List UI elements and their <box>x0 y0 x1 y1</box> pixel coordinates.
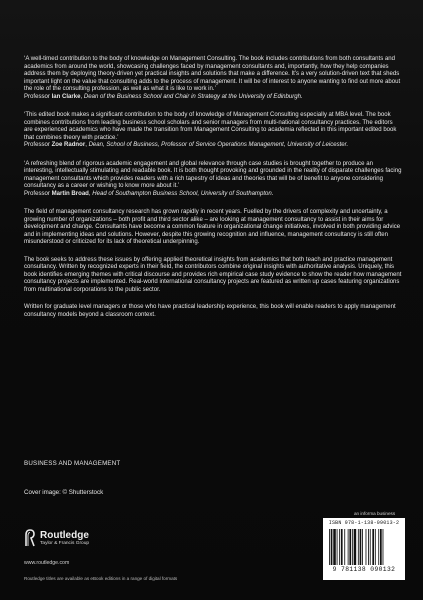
reviewer-name: Ian Clarke <box>51 93 81 100</box>
review-quote: ‘A well-timed contribution to the body of knowledge on Management Consulting. The book includes contributions from both consultants and academics from around the world, showcasing challenges faced by management consultants and, importantly, how they help companies address them by deploying theory-driven yet practical insights and solutions that make a difference. It’s a very solution-driven text that sheds important light on the value that consulting adds to the process of management. It will be of interest to anyone wanting to find out more about the role of the consulting profession, as well as what it is like to work in.’ <box>24 56 401 92</box>
barcode-bar <box>348 529 349 565</box>
barcode-bar <box>339 529 340 565</box>
barcode-bar <box>362 529 363 565</box>
barcode-bars <box>329 529 399 565</box>
barcode-bar <box>344 529 345 565</box>
reviewer-name: Martin Broad <box>51 190 89 197</box>
barcode-bar <box>349 529 351 565</box>
barcode-bar <box>337 529 338 565</box>
cover-image-credit: Cover image: © Shutterstock <box>24 489 104 496</box>
barcode <box>323 518 405 580</box>
review-attribution: Professor Ian Clarke, Dean of the Business School and Chair in Strategy at the University of Edinburgh. <box>24 93 303 100</box>
reviewer-name: Zoe Radnor <box>51 142 86 148</box>
review-attribution: Professor Martin Broad, Head of Southampton Business School, University of Southampton. <box>24 190 274 197</box>
barcode-bar <box>360 529 362 565</box>
review-2 <box>24 112 402 150</box>
review-quote: ‘A refreshing blend of rigorous academic engagement and global relevance through case studies is brought together to produce an interesting, intellectually stimulating and readable book. It is both thought provoking and grounded in the reality of disparate challenges facing management consultants which provides readers with a rich tapestry of ideas and theories that will be of benefit to anyone considering consultancy as a career or wishing to know more about it.’ <box>24 160 402 189</box>
barcode-bar <box>380 529 382 565</box>
publisher-name: Routledge <box>40 529 89 541</box>
barcode-bar <box>383 529 384 565</box>
barcode-bar <box>329 529 330 565</box>
description-paragraph-3: Written for graduate level managers or those who have practical leadership experience, this book will enable readers to apply management consultancy models beyond a classroom context. <box>24 304 396 318</box>
publisher-logo <box>24 529 89 547</box>
reviewer-role: Dean of the Business School and Chair in Strategy at the University of Edinburgh. <box>83 93 303 100</box>
barcode-bar <box>368 529 369 565</box>
review-3 <box>24 161 402 199</box>
barcode-bar <box>331 529 333 565</box>
barcode-bar <box>370 529 371 565</box>
routledge-logo-icon <box>24 529 36 547</box>
barcode-bar <box>333 529 336 565</box>
barcode-bar <box>372 529 374 565</box>
reviewer-role: Dean, School of Business, Professor of Service Operations Management, University of Leicester. <box>88 142 349 148</box>
barcode-bar <box>378 529 379 565</box>
informa-tagline: an informa business <box>354 511 396 516</box>
review-attribution: Professor Zoe Radnor, Dean, School of Business, Professor of Service Operations Management, University of Leicester. <box>24 142 349 148</box>
reviewer-prefix: Professor <box>24 93 50 100</box>
barcode-bar <box>358 529 359 565</box>
publisher-group: Taylor & Francis Group <box>40 540 90 546</box>
subject-category: BUSINESS AND MANAGEMENT <box>24 460 121 467</box>
barcode-bar <box>375 529 376 565</box>
publisher-wordmark <box>40 530 89 547</box>
reviewer-prefix: Professor <box>24 190 50 197</box>
barcode-bar <box>352 529 353 565</box>
review-1 <box>24 56 402 101</box>
reviewer-role: Head of Southampton Business School, University of Southampton. <box>92 190 274 197</box>
publisher-url: www.routledge.com <box>24 560 70 566</box>
isbn-text: ISBN 978-1-138-09013-2 <box>328 520 400 526</box>
back-cover-text <box>24 56 402 329</box>
description-paragraph-2: The book seeks to address these issues by offering applied theoretical insights from academics that both teach and practice management consultancy. Written by recognized experts in their field, the contributors combine original insights with authoritative analysis. Uniquely, this book identifies emerging themes with critical discourse and provides rich empirical case study evidence to show the reader how management consultancy projects are implemented. Real-world international consultancy projects are featured as written up cases featuring organizations from multinational corporations to the public sector. <box>24 256 402 293</box>
ebook-footnote: Routledge titles are available as eBook editions in a range of digital formats <box>24 576 178 581</box>
review-quote: ‘This edited book makes a significant contribution to the body of knowledge of Management Consulting especially at MBA level. The book combines contributions from leading business school scholars and senior managers from multi-national consultancy practices. The editors are experienced academics who have made the transition from Management Consulting to academia reflected in this important edited book that combines theory with practice.’ <box>24 112 397 141</box>
barcode-number: 9 781138 090132 <box>332 566 396 573</box>
barcode-bar <box>366 529 367 565</box>
description-paragraph-1: The field of management consultancy research has grown rapidly in recent years. Fuelled by the drivers of complexity and uncertainty, a growing number of organizations – both profit and third sector alike – are looking at management consultancy to assist in their aims for development and change. Consultants have become a common feature in organizational change initiatives, involved in both providing advice and in implementing ideas and solutions. However, despite this growing recognition and influence, management consultancy is still often misunderstood or criticized for its lack of theoretical underpinning. <box>24 209 401 245</box>
barcode-bar <box>354 529 357 565</box>
barcode-bar <box>341 529 343 565</box>
reviewer-prefix: Professor <box>24 142 50 148</box>
